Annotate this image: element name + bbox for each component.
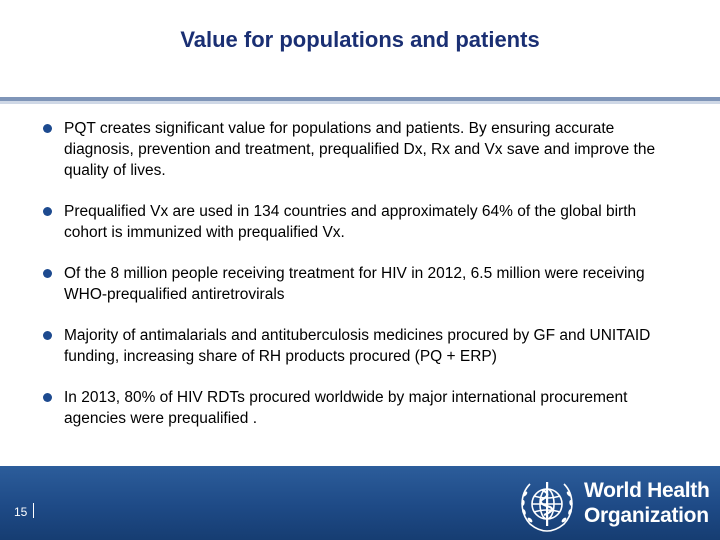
bullet-item bbox=[40, 325, 680, 367]
bullet-text: Majority of antimalarials and antituberculosis medicines procured by GF and UNITAID funding, increasing share of RH products procured (PQ + ERP) bbox=[64, 327, 651, 365]
bullet-item bbox=[40, 263, 680, 305]
bullet-text: Prequalified Vx are used in 134 countries and approximately 64% of the global birth cohort is immunized with prequalified Vx. bbox=[64, 203, 637, 241]
bullet-dot-icon bbox=[43, 269, 52, 278]
slide-title: Value for populations and patients bbox=[180, 27, 540, 52]
bullet-list bbox=[40, 118, 680, 449]
who-logo-line1: World Health bbox=[584, 479, 710, 502]
page-number: 15 bbox=[14, 505, 28, 519]
bullet-text: PQT creates significant value for populations and patients. By ensuring accurate diagnosis, prevention and treatment, prequalified Dx, Rx and Vx save and improve the quality of lives. bbox=[64, 120, 656, 179]
who-logo-line2: Organization bbox=[584, 504, 709, 527]
bullet-item bbox=[40, 201, 680, 243]
who-emblem-icon bbox=[516, 476, 578, 534]
bullet-text: In 2013, 80% of HIV RDTs procured worldwide by major international procurement agencies were prequalified . bbox=[64, 389, 628, 427]
page-number-separator bbox=[33, 503, 34, 518]
bullet-dot-icon bbox=[43, 124, 52, 133]
bullet-item bbox=[40, 118, 680, 181]
bullet-text: Of the 8 million people receiving treatment for HIV in 2012, 6.5 million were receiving WHO-prequalified antiretrovirals bbox=[64, 265, 645, 303]
who-logo-text bbox=[584, 478, 710, 528]
title-divider-shadow bbox=[0, 101, 720, 104]
bullet-dot-icon bbox=[43, 393, 52, 402]
bullet-item bbox=[40, 387, 680, 429]
bullet-dot-icon bbox=[43, 331, 52, 340]
bullet-dot-icon bbox=[43, 207, 52, 216]
